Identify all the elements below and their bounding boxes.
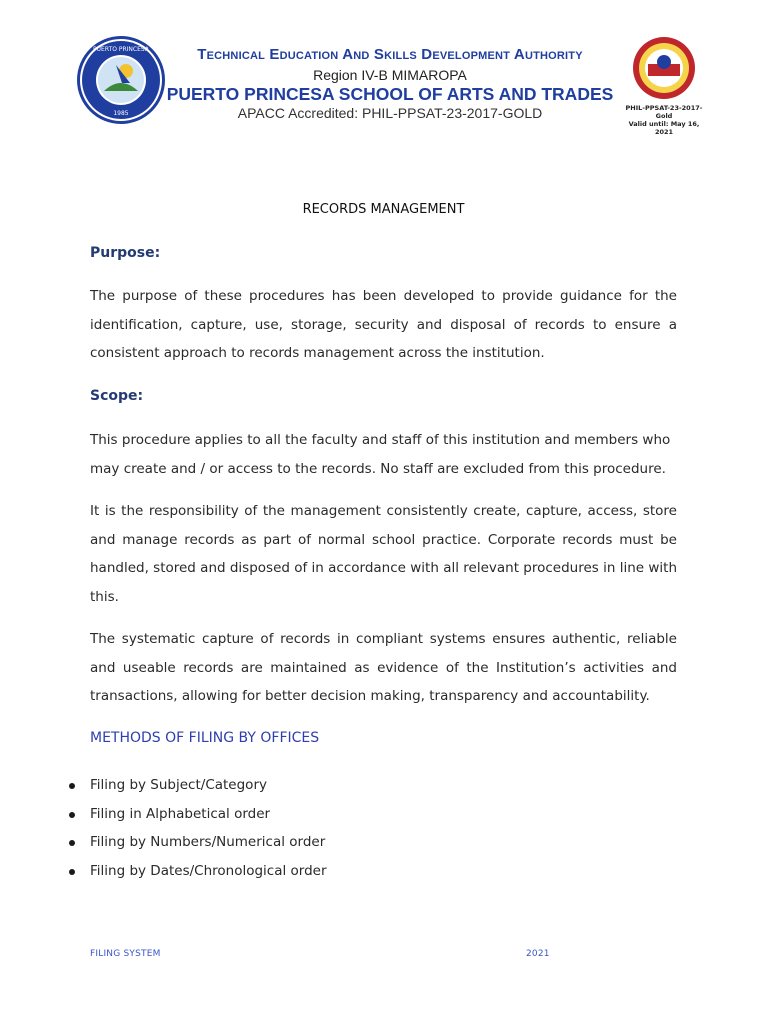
list-item — [90, 771, 490, 800]
bullet-icon — [69, 812, 75, 818]
apacc-seal-caption — [624, 104, 704, 136]
bullet-icon — [69, 840, 75, 846]
bullet-icon — [69, 869, 75, 875]
scope-paragraph-1: This procedure applies to all the faculty and staff of this institution and members who may create and / or access to the records. No staff are excluded from this procedure. — [90, 432, 671, 477]
list-item — [90, 857, 490, 886]
seal-caption-line-1: PHIL-PPSAT-23-2017-Gold — [625, 104, 703, 120]
methods-list — [90, 771, 490, 886]
method-label: Filing by Dates/Chronological order — [90, 863, 327, 880]
scope-heading: Scope: — [90, 388, 144, 404]
footer-left: FILING SYSTEM — [90, 949, 161, 959]
list-item — [90, 828, 490, 857]
svg-text:1985: 1985 — [113, 110, 129, 117]
seal-caption-line-2: Valid until: May 16, 2021 — [628, 120, 700, 136]
purpose-heading: Purpose: — [90, 245, 161, 261]
method-label: Filing by Subject/Category — [90, 777, 267, 793]
document-title: RECORDS MANAGEMENT — [302, 202, 465, 217]
method-label: Filing by Numbers/Numerical order — [90, 834, 326, 851]
letterhead — [0, 30, 768, 136]
apacc-gold-seal-icon — [624, 36, 704, 136]
scope-paragraph-2: It is the responsibility of the management consistently create, capture, access, store and manage records as part of normal school practice. Corporate records must be handled, stored and disposed of in accordance with all relevant procedures in line with this. — [90, 503, 677, 605]
accreditation-label: APACC Accredited: PHIL-PPSAT-23-2017-GOLD — [237, 105, 543, 121]
school-name: PUERTO PRINCESA SCHOOL OF ARTS AND TRADES — [166, 84, 614, 104]
purpose-paragraph: The purpose of these procedures has been developed to provide guidance for the identification, capture, use, storage, security and disposal of records to ensure a consistent approach to records management across the institution. — [90, 288, 677, 361]
svg-text:PUERTO PRINCESA: PUERTO PRINCESA — [93, 46, 149, 53]
school-seal-icon — [76, 35, 166, 125]
methods-heading: METHODS OF FILING BY OFFICES — [90, 730, 320, 746]
method-label: Filing in Alphabetical order — [90, 805, 271, 822]
scope-paragraph-3: The systematic capture of records in compliant systems ensures authentic, reliable and useable records are maintained as evidence of the Institution’s activities and transactions, allowing for better decision making, transparency and accountability. — [90, 631, 677, 704]
footer-year: 2021 — [526, 949, 550, 959]
apacc-seal-graphic — [624, 36, 704, 100]
region-label: Region IV-B MIMAROPA — [313, 67, 467, 83]
list-item — [90, 800, 490, 829]
agency-name: Technical Education And Skills Development Authority — [197, 46, 583, 63]
bullet-icon — [69, 783, 75, 789]
